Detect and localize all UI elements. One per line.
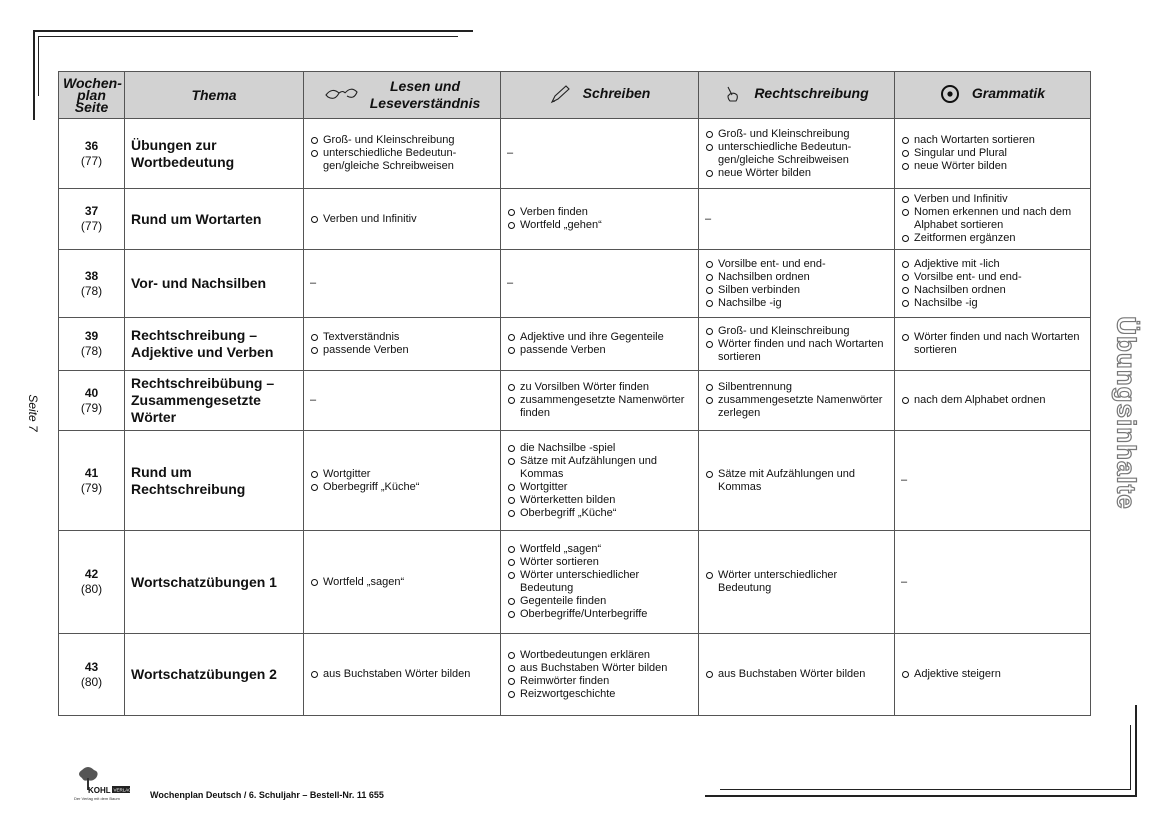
week-page-cell (59, 531, 125, 634)
week-page-cell (59, 189, 125, 250)
topic-line: Wortbedeutung (131, 153, 235, 170)
frame-line-right-outer (1135, 705, 1137, 796)
reading-cell (304, 431, 501, 531)
week-number: 38 (84, 268, 99, 283)
empty-dash: – (310, 394, 317, 406)
page-reference: (79) (80, 400, 103, 415)
list-item: neue Wörter bilden (705, 167, 888, 180)
topic-line: Wörter (131, 409, 177, 425)
week-page-cell (59, 634, 125, 716)
grammar-list (901, 331, 1084, 357)
page-reference: (77) (80, 153, 103, 168)
spelling-cell (699, 318, 895, 371)
list-item: zusammengesetzte Namenwörter zerlegen (705, 394, 888, 420)
list-item: aus Buchstaben Wörter bilden (310, 668, 494, 681)
frame-line-bottom-inner (720, 789, 1131, 790)
reading-list (310, 468, 494, 494)
list-item: Adjektive und ihre Gegenteile (507, 331, 692, 344)
logo-text-verlag: VERLAG (113, 787, 132, 793)
list-item: Oberbegriff „Küche“ (310, 481, 494, 494)
grammar-cell (895, 531, 1091, 634)
grammar-cell (895, 189, 1091, 250)
list-item: Textverständnis (310, 331, 494, 344)
spelling-cell (699, 119, 895, 189)
table-row (59, 119, 1091, 189)
topic-cell (125, 119, 304, 189)
header-week-page: Wochen- plan Seite (59, 72, 125, 119)
list-item: Zeitformen ergänzen (901, 232, 1084, 245)
spelling-cell (699, 634, 895, 716)
list-item: Wörter finden und nach Wortarten sortieren (901, 331, 1084, 357)
list-item: Adjektive steigern (901, 668, 1084, 681)
table-row (59, 531, 1091, 634)
writing-list (507, 442, 692, 520)
empty-dash: – (901, 575, 908, 588)
writing-cell (501, 250, 699, 318)
empty-dash: – (507, 277, 514, 289)
writing-cell (501, 531, 699, 634)
list-item: Wörterketten bilden (507, 494, 692, 507)
table-row (59, 318, 1091, 371)
spelling-cell (699, 431, 895, 531)
spelling-list (705, 468, 888, 494)
page-reference: (80) (80, 674, 103, 689)
topic-cell (125, 189, 304, 250)
list-item: unterschiedliche Bedeutun-gen/gleiche Schreibweisen (310, 147, 494, 173)
writing-cell (501, 318, 699, 371)
writing-cell (501, 119, 699, 189)
grammar-cell (895, 371, 1091, 431)
grammar-cell (895, 318, 1091, 371)
list-item: Singular und Plural (901, 147, 1084, 160)
list-item: Wortfeld „sagen“ (310, 576, 494, 589)
writing-list (507, 206, 692, 232)
list-item: zu Vorsilben Wörter finden (507, 381, 692, 394)
list-item: Sätze mit Aufzählungen und Kommas (507, 455, 692, 481)
list-item: Groß- und Kleinschreibung (705, 128, 888, 141)
topic-line: Wortschatzübungen 2 (131, 666, 277, 682)
frame-line-left-inner (38, 36, 39, 96)
writing-cell (501, 431, 699, 531)
schedule-table (58, 71, 1091, 716)
page-reference: (78) (80, 283, 103, 298)
list-item: die Nachsilbe -spiel (507, 442, 692, 455)
writing-cell (501, 634, 699, 716)
page-number: Seite 7 (26, 394, 40, 432)
reading-list (310, 576, 494, 589)
list-item: Reimwörter finden (507, 675, 692, 688)
grammar-cell (895, 634, 1091, 716)
list-item: Nachsilbe -ig (705, 297, 888, 310)
week-number: 41 (84, 465, 99, 480)
list-item: Silben verbinden (705, 284, 888, 297)
header-writing: Schreiben (501, 72, 699, 119)
page-reference: (77) (80, 219, 103, 233)
spelling-cell (699, 371, 895, 431)
topic-line: Rund um (131, 463, 192, 480)
week-page-cell (59, 371, 125, 431)
list-item: Adjektive mit -lich (901, 258, 1084, 271)
reading-cell (304, 189, 501, 250)
topic-line: Übungen zur (131, 136, 217, 153)
list-item: Oberbegriff „Küche“ (507, 507, 692, 520)
list-item: Sätze mit Aufzählungen und Kommas (705, 468, 888, 494)
table-row (59, 431, 1091, 531)
list-item: Verben und Infinitiv (901, 193, 1084, 206)
week-page-cell (59, 431, 125, 531)
reading-cell (304, 371, 501, 431)
list-item: Nachsilben ordnen (705, 271, 888, 284)
list-item: nach Wortarten sortieren (901, 134, 1084, 147)
pen-icon (549, 84, 571, 104)
frame-line-top-outer (33, 30, 473, 32)
list-item: aus Buchstaben Wörter bilden (705, 668, 888, 681)
spelling-list (705, 325, 888, 364)
empty-dash: – (310, 277, 317, 289)
writing-list (507, 381, 692, 420)
reading-cell (304, 250, 501, 318)
list-item: nach dem Alphabet ordnen (901, 394, 1084, 407)
spelling-list (705, 381, 888, 420)
table-row (59, 189, 1091, 250)
topic-line: Zusammengesetzte (131, 392, 261, 408)
week-page-cell (59, 250, 125, 318)
section-title: Übungsinhalte (1111, 316, 1142, 510)
grammar-cell (895, 119, 1091, 189)
topic-cell (125, 531, 304, 634)
frame-line-left-outer (33, 30, 35, 120)
table-row (59, 634, 1091, 716)
list-item: Reizwortgeschichte (507, 688, 692, 701)
grammar-cell (895, 431, 1091, 531)
reading-cell (304, 634, 501, 716)
reading-cell (304, 531, 501, 634)
spelling-list (705, 128, 888, 180)
grammar-list (901, 258, 1084, 310)
reading-list (310, 331, 494, 357)
topic-line: Rund um Wortarten (131, 210, 262, 227)
list-item: Wörter sortieren (507, 556, 692, 569)
list-item: Vorsilbe ent- und end- (901, 271, 1084, 284)
topic-line: Rechtschreibung – (131, 327, 258, 343)
list-item: neue Wörter bilden (901, 160, 1084, 173)
list-item: Wortgitter (507, 481, 692, 494)
list-item: Wortbedeutungen erklären (507, 649, 692, 662)
list-item: Nachsilbe -ig (901, 297, 1084, 310)
grammar-list (901, 668, 1084, 681)
list-item: Nomen erkennen und nach dem Alphabet sortieren (901, 206, 1084, 232)
list-item: unterschiedliche Bedeutun-gen/gleiche Schreibweisen (705, 141, 888, 167)
header-topic: Thema (125, 72, 304, 119)
header-spelling: Rechtschreibung (699, 72, 895, 119)
frame-line-bottom-outer (705, 795, 1137, 797)
list-item: Vorsilbe ent- und end- (705, 258, 888, 271)
list-item: Gegenteile finden (507, 595, 692, 608)
writing-list (507, 649, 692, 701)
list-item: Oberbegriffe/Unterbegriffe (507, 608, 692, 621)
week-page-cell (59, 119, 125, 189)
list-item: Groß- und Kleinschreibung (705, 325, 888, 338)
list-item: aus Buchstaben Wörter bilden (507, 662, 692, 675)
spelling-list (705, 258, 888, 310)
topic-line: Adjektive und Verben (131, 344, 274, 360)
reading-list (310, 668, 494, 681)
glasses-icon (324, 87, 358, 103)
grammar-cell (895, 250, 1091, 318)
list-item: Wortfeld „sagen“ (507, 543, 692, 556)
spelling-cell (699, 250, 895, 318)
grammar-list (901, 193, 1084, 245)
writing-cell (501, 189, 699, 250)
publisher-logo (74, 766, 144, 802)
page-reference: (78) (80, 344, 103, 358)
topic-cell (125, 250, 304, 318)
logo-tagline: Der Verlag mit dem Baum (74, 796, 120, 801)
frame-line-right-inner (1130, 725, 1131, 790)
list-item: Wortfeld „gehen“ (507, 219, 692, 232)
week-page-cell (59, 318, 125, 371)
footer-order-info: Wochenplan Deutsch / 6. Schuljahr – Bestell-Nr. 11 655 (150, 790, 384, 800)
reading-cell (304, 119, 501, 189)
week-number: 43 (84, 659, 99, 674)
reading-cell (304, 318, 501, 371)
list-item: Verben finden (507, 206, 692, 219)
list-item: passende Verben (310, 344, 494, 357)
grammar-list (901, 134, 1084, 173)
grammar-list (901, 394, 1084, 407)
topic-cell (125, 634, 304, 716)
header-grammar: Grammatik (895, 72, 1091, 119)
empty-dash: – (705, 212, 712, 225)
frame-line-top-inner (38, 36, 458, 37)
list-item: Wörter unterschiedlicher Bedeutung (705, 569, 888, 595)
list-item: passende Verben (507, 344, 692, 357)
list-item: Verben und Infinitiv (310, 213, 494, 226)
reading-list (310, 213, 494, 226)
page-reference: (80) (80, 582, 103, 596)
page-reference: (79) (80, 480, 103, 495)
list-item: Groß- und Kleinschreibung (310, 134, 494, 147)
spelling-list (705, 668, 888, 681)
topic-line: Vor- und Nachsilben (131, 275, 267, 291)
header-reading: Lesen und Leseverständnis (304, 72, 501, 119)
writing-list (507, 543, 692, 621)
list-item: Silbentrennung (705, 381, 888, 394)
list-item: zusammengesetzte Namenwörter finden (507, 394, 692, 420)
topic-line: Rechtschreibung (131, 480, 246, 497)
list-item: Wörter finden und nach Wortarten sortieren (705, 338, 888, 364)
spelling-cell (699, 531, 895, 634)
topic-cell (125, 318, 304, 371)
week-number: 36 (84, 138, 99, 153)
week-number: 42 (84, 567, 99, 581)
week-number: 37 (84, 204, 99, 218)
logo-text: KOHL (88, 786, 111, 795)
list-item: Wortgitter (310, 468, 494, 481)
spelling-cell (699, 189, 895, 250)
empty-dash: – (507, 147, 514, 159)
list-item: Wörter unterschiedlicher Bedeutung (507, 569, 692, 595)
week-number: 39 (84, 329, 99, 343)
topic-cell (125, 371, 304, 431)
target-icon (940, 84, 960, 104)
spelling-list (705, 569, 888, 595)
empty-dash: – (901, 474, 908, 486)
week-number: 40 (84, 385, 99, 400)
list-item: Nachsilben ordnen (901, 284, 1084, 297)
table-row (59, 250, 1091, 318)
writing-hand-icon (724, 84, 742, 104)
topic-line: Wortschatzübungen 1 (131, 573, 277, 590)
table-row (59, 371, 1091, 431)
topic-line: Rechtschreibübung – (131, 375, 275, 391)
table-header-row (59, 72, 1091, 119)
writing-list (507, 331, 692, 357)
writing-cell (501, 371, 699, 431)
reading-list (310, 134, 494, 173)
topic-cell (125, 431, 304, 531)
